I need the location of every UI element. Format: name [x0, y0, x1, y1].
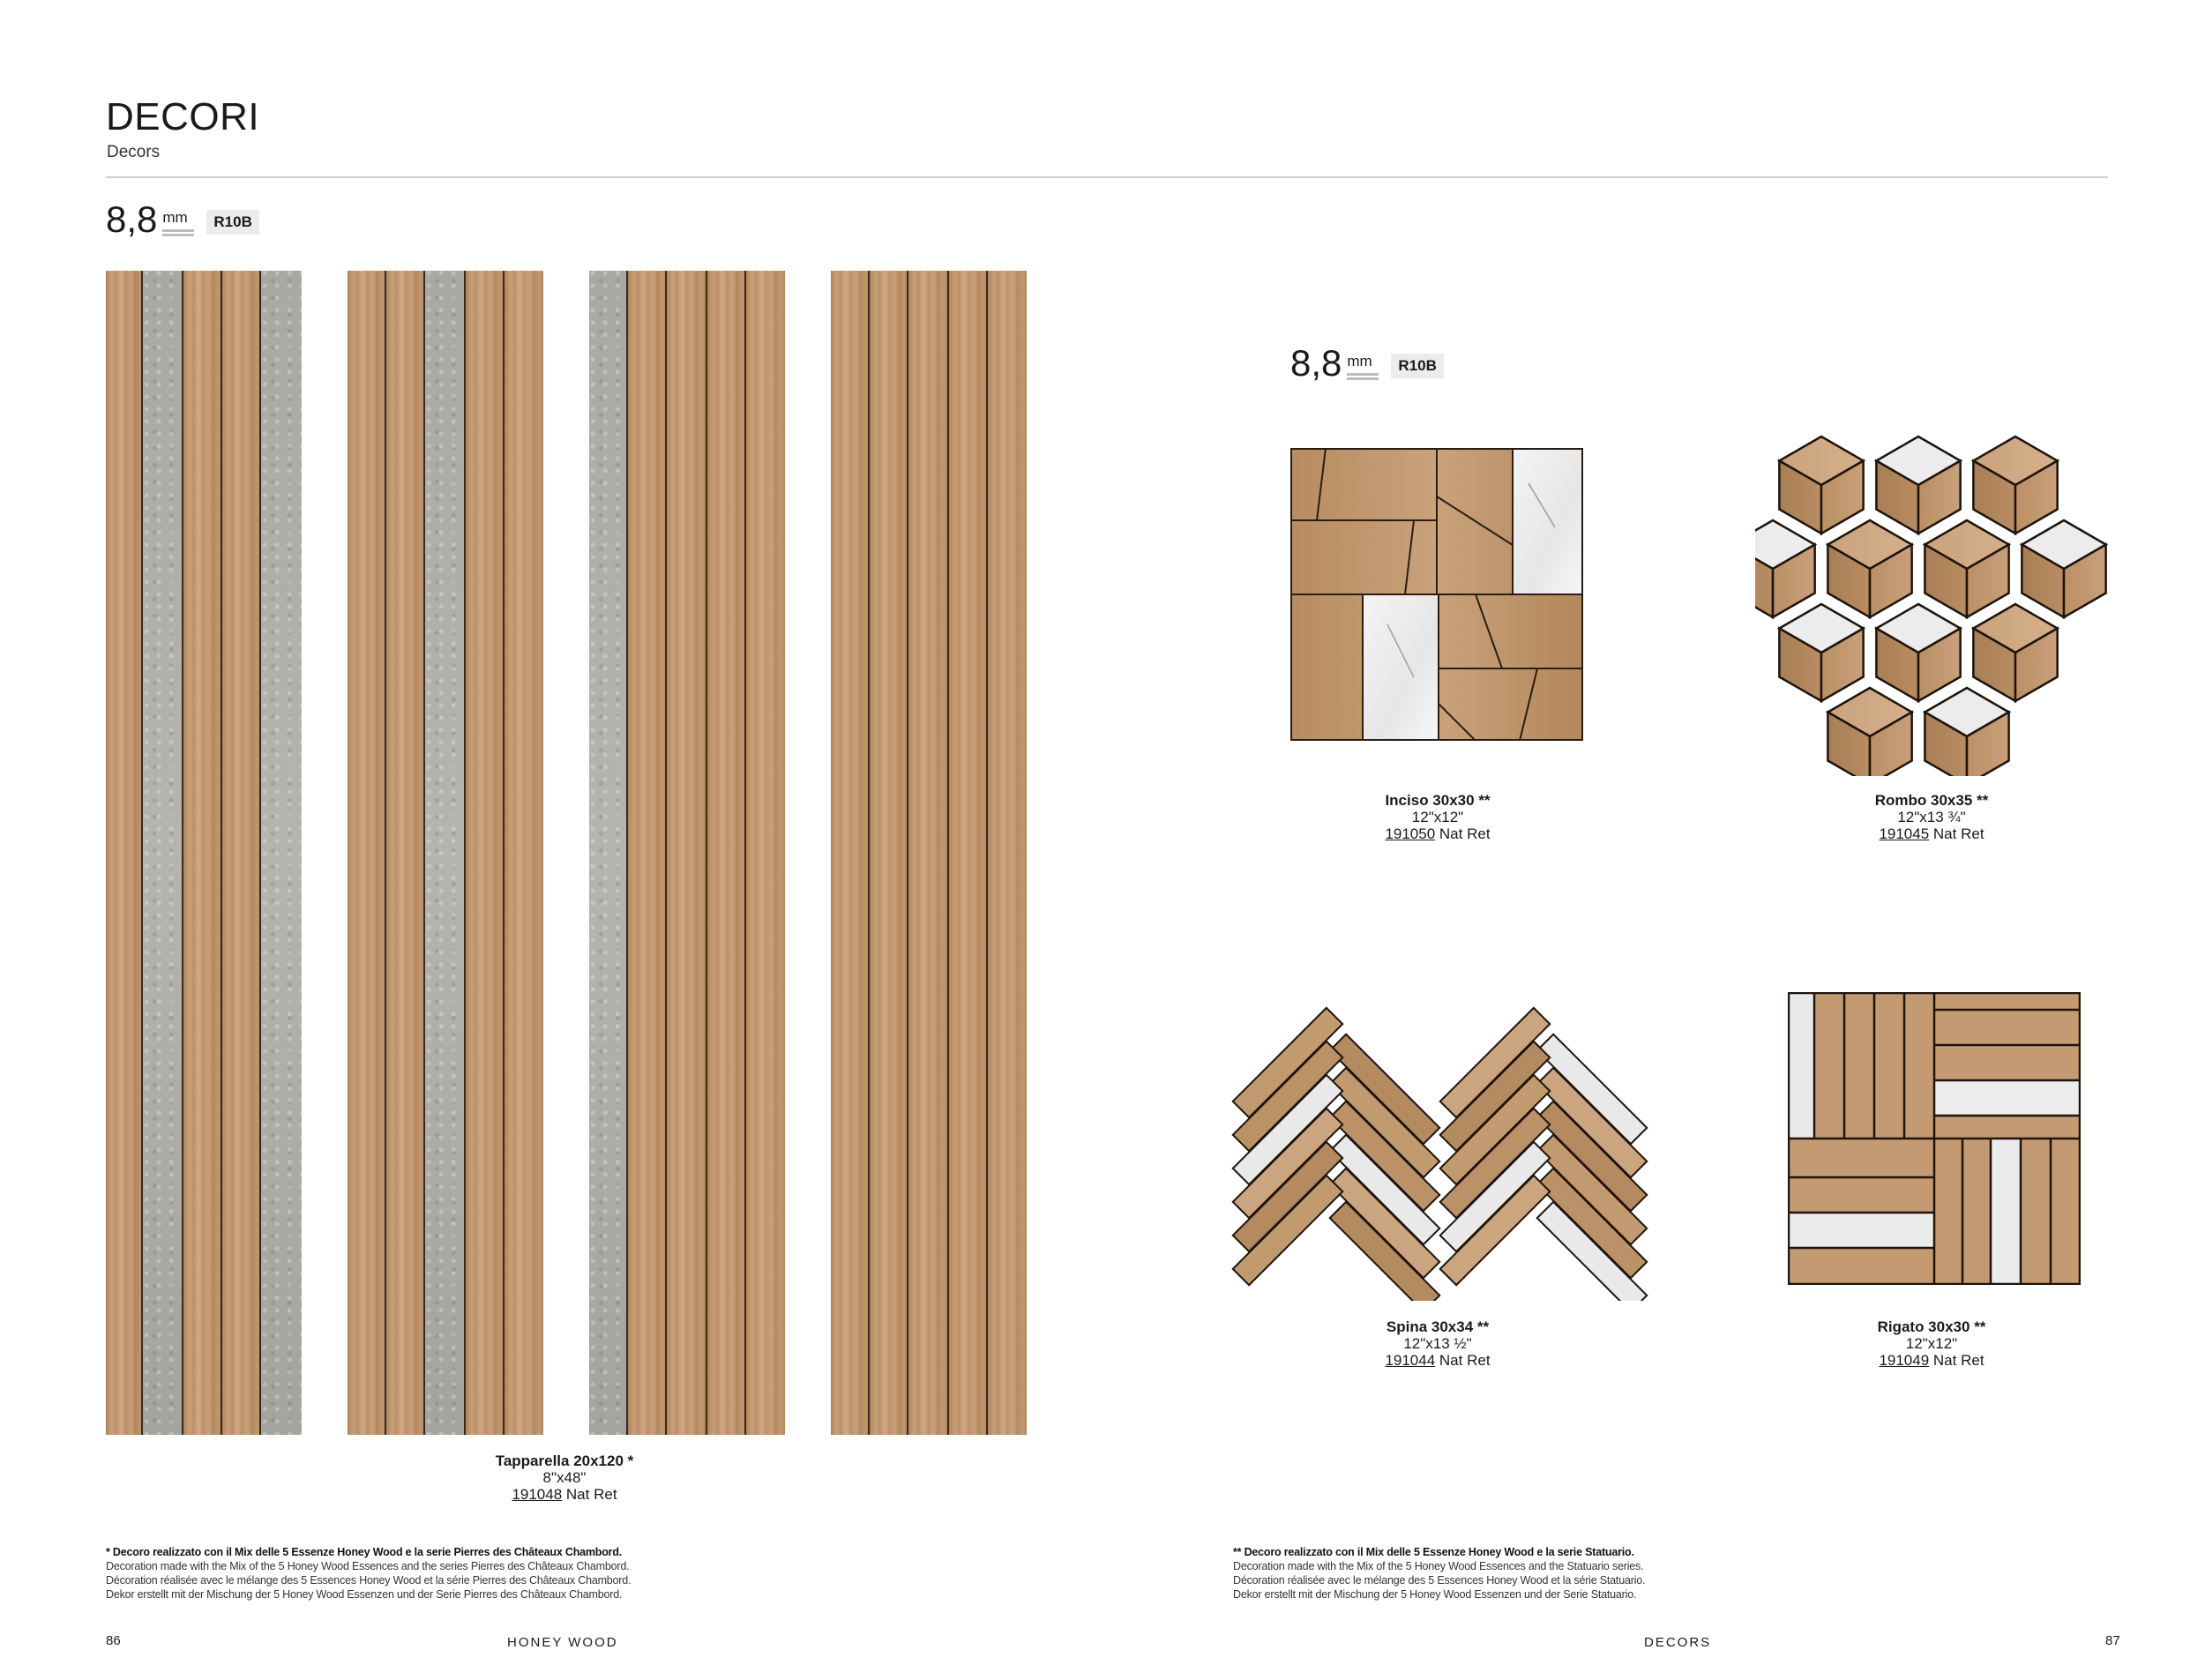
tapparella-panel-4 — [831, 271, 1027, 1435]
tapparella-caption — [459, 1452, 670, 1503]
tapparella-panel-1 — [106, 271, 302, 1435]
footnote-line: Dekor erstellt mit der Mischung der 5 Honey Wood Essenzen und der Serie Pierres des Châteaux Chambord. — [106, 1588, 623, 1601]
footnote-mark: ** — [1476, 1318, 1490, 1335]
collection-name: HONEY WOOD — [507, 1635, 618, 1650]
section-name: DECORS — [1644, 1635, 1712, 1650]
footnote-line: Décoration réalisée avec le mélange des 5 Essences Honey Wood et la série Pierres des Châteaux Chambord. — [106, 1574, 632, 1587]
rigato-tile-image — [1788, 992, 2081, 1285]
product-imperial-size: 12"x12" — [1411, 809, 1464, 825]
slip-rating-badge: R10B — [1391, 354, 1443, 378]
product-finish: Nat Ret — [1932, 1352, 1984, 1369]
inciso-caption — [1341, 792, 1535, 842]
footnote-mark: * — [627, 1452, 634, 1469]
product-imperial-size: 12"x12" — [1905, 1335, 1958, 1352]
unit-label: mm — [162, 209, 188, 226]
footnote-line: Decoration made with the Mix of the 5 Honey Wood Essences and the series Pierres des Châteaux Chambord. — [106, 1560, 630, 1572]
thickness-unit — [1347, 355, 1379, 380]
inciso-tile-image — [1290, 448, 1583, 741]
product-imperial-size: 12"x13 ½" — [1403, 1335, 1472, 1352]
page-number-right: 87 — [2105, 1633, 2120, 1648]
footnote-mark: ** — [1977, 792, 1989, 809]
product-imperial-size: 8"x48" — [542, 1469, 587, 1486]
rigato-caption — [1835, 1318, 2029, 1369]
product-finish: Nat Ret — [1439, 1352, 1491, 1369]
tapparella-panel-2 — [348, 271, 543, 1435]
footnote-left — [106, 1545, 741, 1602]
footnote-line: Décoration réalisée avec le mélange des 5 Essences Honey Wood et la série Statuario. — [1233, 1574, 1646, 1587]
footnote-mark: ** — [1974, 1318, 1986, 1335]
spec-block-right — [1290, 342, 1444, 384]
thickness-value: 8,8 — [106, 198, 158, 240]
footnote-line: Decoration made with the Mix of the 5 Honey Wood Essences and the Statuario series. — [1233, 1560, 1644, 1572]
rombo-caption — [1835, 792, 2029, 842]
product-finish: Nat Ret — [1932, 825, 1984, 842]
product-finish: Nat Ret — [565, 1486, 617, 1503]
footnote-line: ** Decoro realizzato con il Mix delle 5 Essenze Honey Wood e la serie Statuario. — [1233, 1546, 1634, 1558]
slip-rating-badge: R10B — [206, 210, 258, 235]
tapparella-panel-3 — [589, 271, 785, 1435]
spec-block-left — [106, 198, 259, 240]
product-code: 191045 — [1879, 825, 1930, 842]
thickness-unit — [162, 211, 194, 236]
product-imperial-size: 12"x13 ¾" — [1897, 809, 1966, 825]
page-subtitle: Decors — [107, 143, 161, 161]
spina-tile-image — [1222, 966, 1663, 1301]
unit-label: mm — [1347, 353, 1372, 370]
footnote-right — [1233, 1545, 1868, 1602]
spina-caption — [1341, 1318, 1535, 1369]
page-number-left: 86 — [106, 1633, 121, 1648]
header-divider — [106, 176, 2108, 178]
footnote-line: * Decoro realizzato con il Mix delle 5 Essenze Honey Wood e la serie Pierres des Châteaux Chambord. — [106, 1546, 623, 1558]
thickness-value: 8,8 — [1290, 342, 1342, 384]
product-name: Tapparella 20x120 — [495, 1452, 624, 1469]
product-name: Inciso 30x30 — [1385, 792, 1475, 809]
footnote-line: Dekor erstellt mit der Mischung der 5 Honey Wood Essenzen und der Serie Statuario. — [1233, 1588, 1637, 1601]
page-title: DECORI — [106, 95, 260, 138]
rombo-tile-image — [1755, 397, 2108, 776]
product-code: 191048 — [512, 1486, 563, 1503]
product-code: 191044 — [1385, 1352, 1436, 1369]
product-code: 191049 — [1879, 1352, 1930, 1369]
footnote-mark: ** — [1478, 792, 1491, 809]
product-code: 191050 — [1385, 825, 1436, 842]
product-name: Rigato 30x30 — [1877, 1318, 1970, 1335]
product-finish: Nat Ret — [1439, 825, 1491, 842]
product-name: Rombo 30x35 — [1874, 792, 1973, 809]
product-name: Spina 30x34 — [1386, 1318, 1474, 1335]
